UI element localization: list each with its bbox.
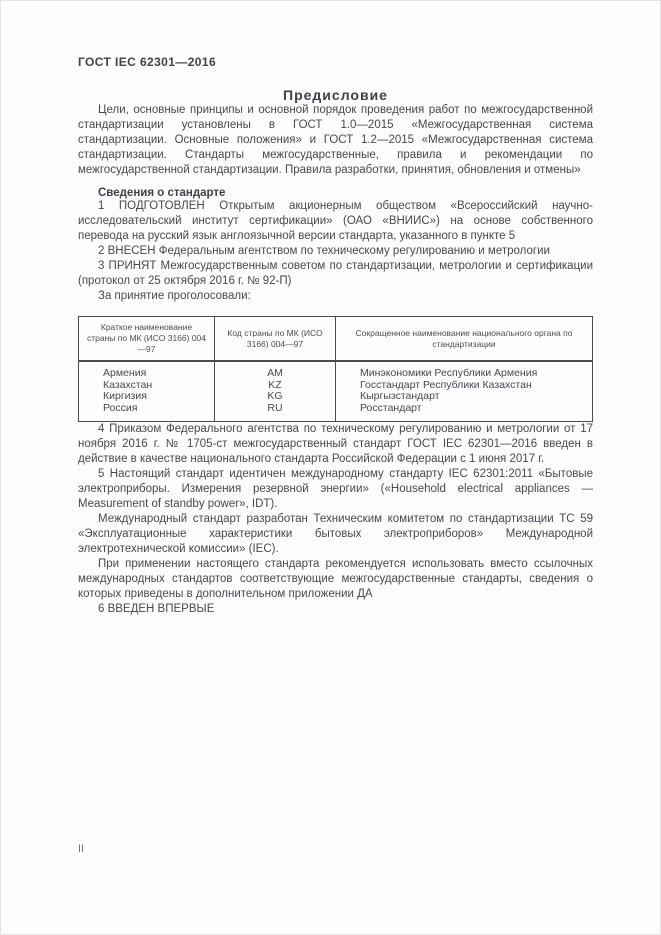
foreword-item-3: 3 ПРИНЯТ Межгосударственным советом по стандартизации, метрологии и сертификации (протокол от 25 октября 2016 г. № 92-П) <box>78 260 593 287</box>
table-header-code: Код страны по МК (ИСО 3166) 004—97 <box>215 317 336 362</box>
country-cell: Армения <box>79 361 215 380</box>
table-row <box>79 403 593 422</box>
code-cell: KG <box>215 391 336 403</box>
table-row <box>79 391 593 403</box>
table-header-row <box>79 317 593 362</box>
org-cell: Минэкономики Республики Армения <box>360 367 538 379</box>
org-cell: Госстандарт Республики Казахстан <box>360 378 532 391</box>
voting-table <box>78 316 593 422</box>
foreword-item-5-paragraph-3: При применении настоящего стандарта рекомендуется использовать вместо ссылочных международных стандартов соответствующие межгосударственные стандарты, сведения о которых приведены в дополнительном приложении ДА <box>78 558 593 600</box>
foreword-item-1: 1 ПОДГОТОВЛЕН Открытым акционерным обществом «Всероссийский научно-исследовательский институт сертификации» (ОАО «ВНИИС») на основе собственного перевода на русский язык англоязычной версии стандарта, указанного в пункте 5 <box>78 200 593 242</box>
org-cell: Кыргызстандарт <box>360 390 440 402</box>
foreword-item-6: 6 ВВЕДЕН ВПЕРВЫЕ <box>98 603 215 615</box>
country-cell: Киргизия <box>79 391 215 403</box>
code-cell: AM <box>215 361 336 380</box>
document-page <box>78 0 593 617</box>
code-cell: RU <box>215 403 336 422</box>
page-number: II <box>78 843 85 855</box>
foreword-item-2: 2 ВНЕСЕН Федеральным агентством по техническому регулированию и метрологии <box>98 245 550 257</box>
code-cell: KZ <box>215 380 336 392</box>
country-cell: Казахстан <box>79 380 215 392</box>
votes-label: За принятие проголосовали: <box>98 290 251 302</box>
table-row <box>79 380 593 392</box>
org-cell: Росстандарт <box>360 401 422 414</box>
document-code: ГОСТ IEC 62301—2016 <box>78 55 217 69</box>
section-heading-standard-info: Сведения о стандарте <box>98 187 226 199</box>
country-cell: Россия <box>79 403 215 422</box>
foreword-item-5-paragraph-2: Международный стандарт разработан Техническим комитетом по стандартизации ТС 59 «Эксплуатационные характеристики бытовых электроприборов» Международной электротехнической комиссии» (IEC). <box>78 513 593 555</box>
intro-paragraph: Цели, основные принципы и основной порядок проведения работ по межгосударственной стандартизации установлены в ГОСТ 1.0—2015 «Межгосударственная система стандартизации. Основные положения» и ГОСТ 1.2—2015 «Межгосударственная система стандартизации. Стандарты межгосударственные, правила и рекомендации по межгосударственной стандартизации. Правила разработки, принятия, обновления и отмены» <box>78 104 593 176</box>
table-row <box>79 361 593 380</box>
table-header-org: Сокращенное наименование национального органа по стандартизации <box>336 317 593 362</box>
foreword-item-5-paragraph-1: 5 Настоящий стандарт идентичен международному стандарту IEC 62301:2011 «Бытовые электроприборы. Измерения резервной энергии» («Household electrical appliances — Measurement of standby power», IDT). <box>78 468 593 510</box>
foreword-item-4: 4 Приказом Федерального агентства по техническому регулированию и метрологии от 17 ноября 2016 г. № 1705-ст межгосударственный стандарт ГОСТ IEC 62301—2016 введен в действие в качестве национального стандарта Российской Федерации с 1 июня 2017 г. <box>78 423 593 465</box>
table-header-country: Краткое наименование страны по МК (ИСО 3166) 004—97 <box>79 317 215 362</box>
page-title: Предисловие <box>283 87 388 103</box>
